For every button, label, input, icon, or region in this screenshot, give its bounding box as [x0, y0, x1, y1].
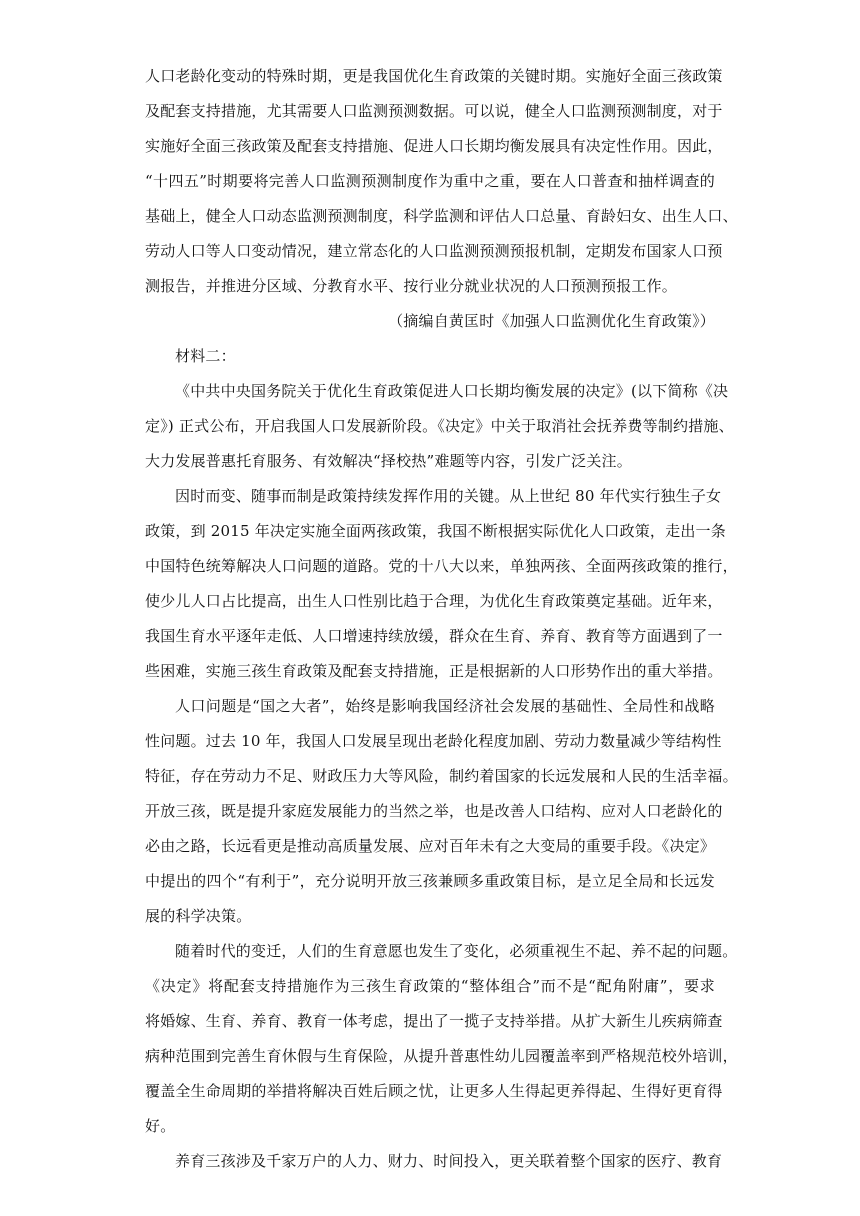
paragraph-2-line: 《中共中央国务院关于优化生育政策促进人口长期均衡发展的决定》(以下简称《决 [175, 382, 729, 400]
paragraph-5-line: 随着时代的变迁，人们的生育意愿也发生了变化，必须重视生不起、养不起的问题。 [175, 942, 738, 960]
material-label: 材料二： [175, 347, 236, 365]
paragraph-5-line: 病种范围到完善生育休假与生育保险，从提升普惠性幼儿园覆盖率到严格规范校外培训， [145, 1047, 738, 1065]
paragraph-1-line: 及配套支持措施，尤其需要人口监测预测数据。可以说，健全人口监测预测制度，对于 [145, 102, 723, 120]
paragraph-1-line: 测报告，并推进分区域、分教育水平、按行业分就业状况的人口预测预报工作。 [145, 277, 678, 295]
paragraph-4-line: 展的科学决策。 [145, 907, 252, 925]
paragraph-4-line: 中提出的四个“有利于”，充分说明开放三孩兼顾多重政策目标，是立足全局和长远发 [145, 872, 715, 890]
paragraph-3-line: 中国特色统筹解决人口问题的道路。党的十八大以来，单独两孩、全面两孩政策的推行， [145, 557, 738, 575]
paragraph-5-line: 覆盖全生命周期的举措将解决百姓后顾之忧，让更多人生得起更养得起、生得好更育得 [145, 1082, 723, 1100]
paragraph-2-line: 定》) 正式公布，开启我国人口发展新阶段。《决定》中关于取消社会抚养费等制约措施、 [145, 417, 734, 435]
paragraph-1-line: 人口老龄化变动的特殊时期，更是我国优化生育政策的关键时期。实施好全面三孩政策 [145, 67, 723, 85]
paragraph-4-line: 开放三孩，既是提升家庭发展能力的当然之举，也是改善人口结构、应对人口老龄化的 [145, 802, 723, 820]
paragraph-4-line: 特征，存在劳动力不足、财政压力大等风险，制约着国家的长远发展和人民的生活幸福。 [145, 767, 738, 785]
paragraph-1-line: 基础上，健全人口动态监测预测制度，科学监测和评估人口总量、育龄妇女、出生人口、 [145, 207, 738, 225]
paragraph-5-line: 好。 [145, 1117, 176, 1135]
paragraph-3-line: 政策，到 2015 年决定实施全面两孩政策，我国不断根据实际优化人口政策，走出一条 [145, 522, 726, 540]
paragraph-3-line: 因时而变、随事而制是政策持续发挥作用的关键。从上世纪 80 年代实行独生子女 [175, 487, 722, 505]
paragraph-5-line: 《决定》将配套支持措施作为三孩生育政策的“整体组合”而不是“配角附庸”，要求 [145, 977, 715, 995]
paragraph-3-line: 使少儿人口占比提高，出生人口性别比趋于合理，为优化生育政策奠定基础。近年来， [145, 592, 723, 610]
paragraph-4-line: 人口问题是“国之大者”，始终是影响我国经济社会发展的基础性、全局性和战略 [175, 697, 715, 715]
paragraph-1-line: “十四五”时期要将完善人口监测预测制度作为重中之重，要在人口普查和抽样调查的 [145, 172, 715, 190]
paragraph-1-line: 劳动人口等人口变动情况，建立常态化的人口监测预测预报机制，定期发布国家人口预 [145, 242, 723, 260]
paragraph-3-line: 我国生育水平逐年走低、人口增速持续放缓，群众在生育、养育、教育等方面遇到了一 [145, 627, 723, 645]
paragraph-5-line: 将婚嫁、生育、养育、教育一体考虑，提出了一揽子支持举措。从扩大新生儿疾病筛查 [145, 1012, 723, 1030]
paragraph-4-line: 性问题。过去 10 年，我国人口发展呈现出老龄化程度加剧、劳动力数量减少等结构性 [145, 732, 722, 750]
paragraph-4-line: 必由之路，长远看更是推动高质量发展、应对百年未有之大变局的重要手段。《决定》 [145, 837, 716, 855]
source-citation: （摘编自黄匡时《加强人口监测优化生育政策》） [388, 312, 715, 330]
paragraph-6-line: 养育三孩涉及千家万户的人力、财力、时间投入，更关联着整个国家的医疗、教育 [175, 1152, 723, 1170]
paragraph-3-line: 些困难，实施三孩生育政策及配套支持措施，正是根据新的人口形势作出的重大举措。 [145, 662, 723, 680]
paragraph-2-line: 大力发展普惠托育服务、有效解决“择校热”难题等内容，引发广泛关注。 [145, 452, 632, 470]
paragraph-1-line: 实施好全面三孩政策及配套支持措施、促进人口长期均衡发展具有决定性作用。因此， [145, 137, 723, 155]
